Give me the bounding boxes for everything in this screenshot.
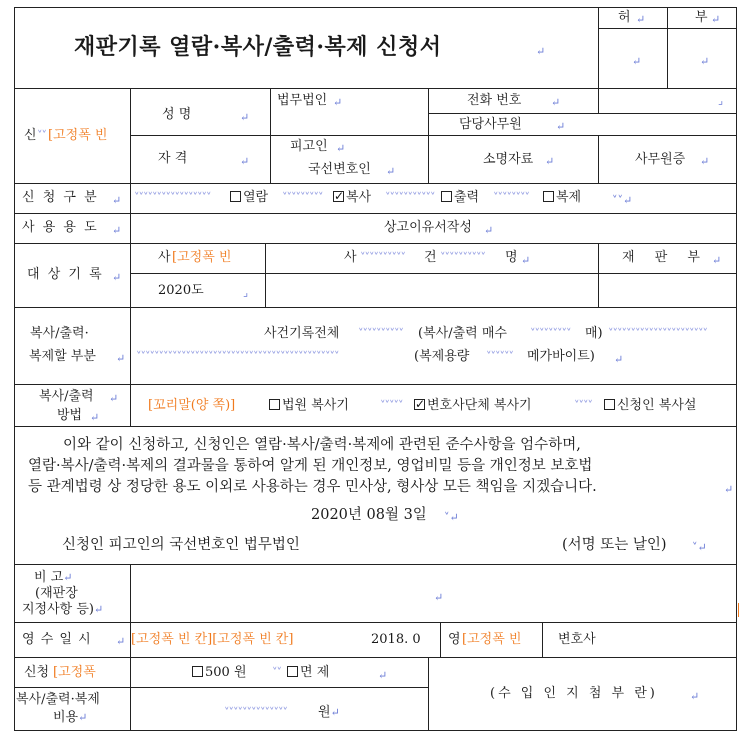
case-name-label-c: 명 bbox=[505, 250, 518, 265]
receiver-prefix: 영 bbox=[448, 632, 461, 647]
method-label-1: 복사/출력 bbox=[39, 389, 94, 404]
declaration-line-2: 열람·복사/출력·복제의 결과물을 통하여 알게 된 개인정보, 영업비밀 등을 개인정보 보호법 bbox=[28, 458, 593, 474]
declaration-signer[interactable]: 신청인 피고인의 국선변호인 법무법인 bbox=[62, 537, 300, 553]
receipt-label: 영 수 일 시 bbox=[22, 632, 92, 647]
office-staff-label: 담당사무원 bbox=[459, 117, 522, 132]
method-label-2: 방법 bbox=[57, 408, 83, 423]
approval-deny-label: 부 bbox=[695, 10, 708, 25]
scope-capacity-label: (복제용량 bbox=[414, 349, 470, 364]
fee-label2-1: 복사/출력·복제 bbox=[16, 692, 100, 707]
request-option-copy[interactable]: ✓ 복사 bbox=[333, 190, 371, 206]
applicant-section-label: 신 bbox=[24, 128, 37, 143]
signature-note: (서명 또는 날인) bbox=[562, 537, 667, 553]
text-cursor bbox=[738, 603, 739, 617]
paragraph-mark: ↵ bbox=[636, 13, 646, 26]
request-option-view[interactable]: 열람 bbox=[230, 190, 268, 206]
paragraph-mark: ↵ bbox=[711, 13, 721, 26]
fee-label-placeholder: [고정폭 bbox=[53, 665, 96, 680]
qualification-value-1[interactable]: 피고인 bbox=[290, 139, 328, 154]
remarks-label-3: 지정사항 등)↵ bbox=[22, 602, 104, 617]
receiver-placeholder: [고정폭 빈 bbox=[462, 632, 522, 647]
fee-label2-2: 비용↵ bbox=[53, 710, 88, 725]
case-year[interactable]: 2020도 bbox=[158, 283, 204, 298]
fee-amount-unit[interactable]: 원↵ bbox=[318, 705, 340, 720]
request-option-duplicate[interactable]: 복제 bbox=[543, 190, 581, 206]
case-name-label-b: 건 bbox=[424, 250, 437, 265]
scope-copy-count-label: (복사/출력 매수 bbox=[418, 326, 507, 341]
declaration-line-3: 등 관계법령 상 정당한 용도 이외로 사용하는 경우 민사상, 형사상 모든 책임을 지겠습니다. bbox=[28, 479, 597, 495]
qualification-value-2[interactable]: 국선변호인 bbox=[308, 162, 371, 177]
case-prefix: 사 bbox=[158, 250, 171, 265]
purpose-value[interactable]: 상고이유서작성 bbox=[384, 220, 472, 235]
clerk-id-label: 사무원증 bbox=[635, 152, 686, 167]
document-title: 재판기록 열람·복사/출력·복제 신청서 bbox=[74, 34, 442, 60]
phone-label: 전화 번호 bbox=[467, 93, 522, 108]
fee-option-exempt[interactable]: 면 제 bbox=[287, 665, 329, 681]
name-value[interactable]: 법무법인 bbox=[277, 93, 328, 108]
approval-allow-label: 허 bbox=[618, 10, 631, 25]
applicant-section-placeholder: [고정폭 빈 bbox=[48, 128, 108, 143]
fee-option-500[interactable]: 500 원 bbox=[192, 665, 247, 681]
method-option-court[interactable]: 법원 복사기 bbox=[269, 398, 349, 414]
receipt-placeholder: [고정폭 빈 칸][고정폭 빈 칸] bbox=[131, 632, 294, 647]
case-name-label-a: 사 bbox=[344, 250, 357, 265]
declaration-date[interactable]: 2020년 08월 3일 bbox=[311, 507, 427, 523]
receipt-date[interactable]: 2018. 0 bbox=[371, 632, 421, 647]
method-placeholder: [꼬리말(양 쪽)] bbox=[148, 398, 236, 413]
target-label: 대 상 기 록 bbox=[27, 267, 104, 282]
name-label: 성 명 bbox=[162, 107, 192, 122]
method-option-lawyer-assoc[interactable]: ✓ 변호사단체 복사기 bbox=[414, 398, 532, 414]
case-number-placeholder[interactable]: [고정폭 빈 bbox=[172, 250, 232, 265]
purpose-label: 사 용 용 도 bbox=[22, 220, 99, 235]
receiver-suffix: 변호사 bbox=[558, 632, 596, 647]
court-label: 재 판 부 bbox=[622, 250, 708, 265]
remarks-value[interactable]: ↵ bbox=[434, 591, 444, 604]
remarks-label-1: 비 고↵ bbox=[34, 570, 73, 585]
paragraph-mark: ↵ bbox=[536, 45, 546, 58]
approval-allow-cell[interactable]: ↵ bbox=[632, 55, 642, 68]
declaration-line-1: 이와 같이 신청하고, 신청인은 열람·복사/출력·복제에 관련된 준수사항을 엄수하며, bbox=[63, 437, 581, 453]
request-option-print[interactable]: 출력 bbox=[441, 190, 479, 206]
phone-value[interactable]: ⌟ bbox=[718, 94, 724, 107]
method-option-applicant[interactable]: 신청인 복사설 bbox=[604, 398, 696, 414]
scope-label-1: 복사/출력· bbox=[30, 326, 89, 341]
qualification-label: 자 격 bbox=[158, 151, 188, 166]
scope-copy-count-unit: 매) bbox=[585, 326, 603, 341]
scope-line-1[interactable]: 사건기록전체 bbox=[264, 326, 340, 341]
fee-label-prefix: 신청 bbox=[24, 665, 50, 680]
scope-label-2: 복제할 부분 bbox=[29, 349, 96, 364]
revenue-stamp-note: (수 입 인 지 첨 부 란) bbox=[490, 686, 658, 701]
approval-deny-cell[interactable]: ↵ bbox=[700, 55, 710, 68]
solicitation-label: 소명자료 bbox=[483, 152, 534, 167]
remarks-label-2: (재판장 bbox=[35, 586, 78, 601]
scope-capacity-unit: 메가바이트) bbox=[527, 349, 595, 364]
request-type-label: 신 청 구 분 bbox=[22, 190, 99, 205]
